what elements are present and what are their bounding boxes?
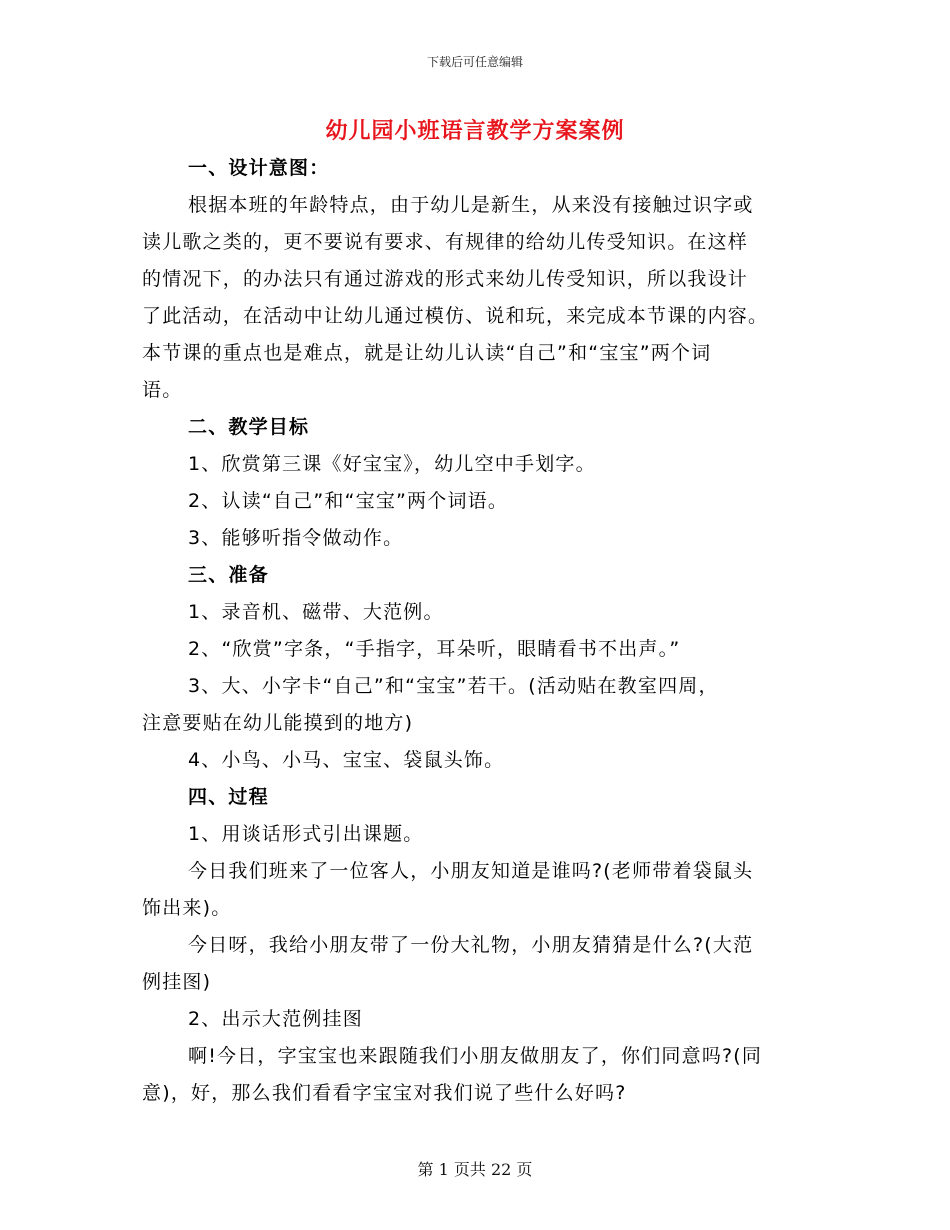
- body-text-line: 2、出示大范例挂图: [188, 1008, 363, 1030]
- body-text-line: 读儿歌之类的，更不要说有要求、有规律的给幼儿传受知识。在这样: [142, 231, 749, 253]
- body-text-line: 了此活动，在活动中让幼儿通过模仿、说和玩，来完成本节课的内容。: [142, 305, 769, 327]
- section-heading: 三、准备: [188, 564, 269, 586]
- body-text-line: 1、用谈话形式引出课题。: [188, 823, 424, 845]
- section-heading: 四、过程: [188, 786, 269, 808]
- section-heading: 二、教学目标: [188, 416, 310, 438]
- body-text-line: 2、“欣赏”字条，“手指字，耳朵听，眼睛看书不出声。”: [188, 638, 681, 660]
- body-text-line: 3、能够听指令做动作。: [188, 527, 404, 549]
- body-text-line: 1、录音机、磁带、大范例。: [188, 601, 444, 623]
- body-text-line: 4、小鸟、小马、宝宝、袋鼠头饰。: [188, 749, 505, 771]
- body-text-line: 啊!今日，字宝宝也来跟随我们小朋友做朋友了，你们同意吗?(同: [188, 1045, 763, 1067]
- header-note: 下载后可任意编辑: [426, 55, 523, 69]
- body-text-line: 意)，好，那么我们看看字宝宝对我们说了些什么好吗?: [142, 1082, 627, 1104]
- section-heading: 一、设计意图：: [188, 157, 330, 179]
- page-footer: 第 1 页共 22 页: [417, 1160, 533, 1179]
- body-text-line: 例挂图): [142, 971, 212, 993]
- document-title: 幼儿园小班语言教学方案案例: [325, 119, 625, 144]
- body-text-line: 语。: [142, 379, 183, 401]
- body-text-line: 今日我们班来了一位客人，小朋友知道是谁吗?(老师带着袋鼠头: [188, 860, 754, 882]
- body-text-line: 本节课的重点也是难点，就是让幼儿认读“自己”和“宝宝”两个词: [142, 342, 712, 364]
- body-text-line: 今日呀，我给小朋友带了一份大礼物，小朋友猜猜是什么?(大范: [188, 934, 754, 956]
- document-body: [142, 150, 822, 1112]
- body-text-line: 饰出来)。: [142, 897, 232, 919]
- body-text-line: 的情况下，的办法只有通过游戏的形式来幼儿传受知识，所以我设计: [142, 268, 749, 290]
- body-text-line: 1、欣赏第三课《好宝宝》，幼儿空中手划字。: [188, 453, 596, 475]
- body-text-line: 2、认读“自己”和“宝宝”两个词语。: [188, 490, 509, 512]
- body-text-line: 3、大、小字卡“自己”和“宝宝”若干。(活动贴在教室四周，: [188, 675, 719, 697]
- body-text-line: 根据本班的年龄特点，由于幼儿是新生，从来没有接触过识字或: [188, 194, 754, 216]
- body-text-line: 注意要贴在幼儿能摸到的地方): [142, 712, 414, 734]
